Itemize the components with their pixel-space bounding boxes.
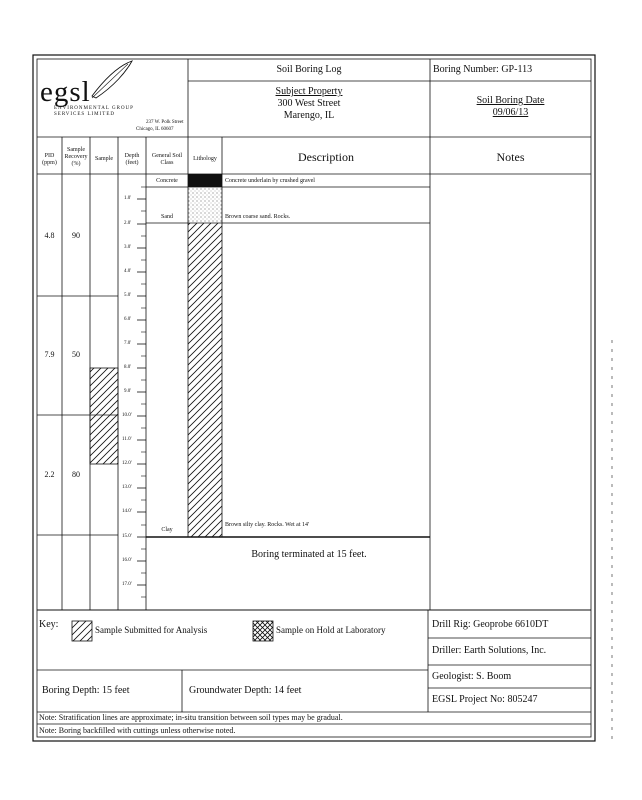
stratum-description: Brown silty clay. Rocks. Wet at 14' [225,522,310,528]
recovery-value: 80 [72,470,80,479]
depth-tick-label: 14.0' [122,509,132,514]
pid-value: 2.2 [44,470,55,479]
col-header-sample: Sample [95,156,113,162]
soil-class-label: Sand [161,214,173,220]
soil-class-label: Clay [161,527,173,533]
depth-tick-label: 4.0' [124,269,132,274]
depth-tick-label: 11.0' [122,437,132,442]
property-street: 300 West Street [277,98,341,109]
note-stratification: Note: Stratification lines are approximate; in-situ transition between soil types may be gradual. [39,713,343,722]
drill-rig: Drill Rig: Geoprobe 6610DT [432,619,549,630]
company-logo: egsl [40,76,91,108]
groundwater-depth: Groundwater Depth: 14 feet [189,685,302,696]
log-title: Soil Boring Log [276,64,342,75]
depth-tick-label: 8.0' [124,365,132,370]
stratum-description: Brown coarse sand. Rocks. [225,214,291,220]
company-address-2: Chicago, IL 60607 [136,127,174,132]
company-tagline-1: ENVIRONMENTAL GROUP [54,106,134,111]
project-number: EGSL Project No: 805247 [432,694,538,705]
depth-tick-label: 12.0' [122,461,132,466]
depth-tick-label: 1.0' [124,196,132,201]
property-label: Subject Property [275,86,343,97]
depth-tick-label: 7.0' [124,341,132,346]
stratum-description: Concrete underlain by crushed gravel [225,178,315,184]
company-address-1: 237 W. Polk Street [146,120,184,125]
geologist: Geologist: S. Boom [432,671,512,682]
depth-tick-label: 6.0' [124,317,132,322]
depth-tick-label: 3.0' [124,245,132,250]
note-backfill: Note: Boring backfilled with cuttings unless otherwise noted. [39,726,236,735]
key-analysis-label: Sample Submitted for Analysis [95,625,208,635]
boring-date-value: 09/06/13 [492,107,529,118]
col-header-description: Description [298,150,354,164]
pid-value: 7.9 [44,350,55,359]
depth-tick-label: 10.0' [122,413,132,418]
col-header-recovery: Sample Recovery (%) [64,147,88,167]
depth-tick-label: 17.0' [122,582,132,587]
depth-tick-label: 2.0' [124,221,132,226]
col-header-soil-class: General Soil Class [151,153,183,166]
pid-value: 4.8 [44,231,55,240]
recovery-value: 50 [72,350,80,359]
col-header-notes: Notes [496,150,525,164]
recovery-value: 90 [72,231,80,240]
col-header-lithology: Lithology [193,156,217,162]
col-header-pid: PID (ppm) [42,153,57,166]
depth-tick-label: 16.0' [122,558,132,563]
company-tagline-2: SERVICES LIMITED [54,112,116,117]
col-header-depth: Depth (feet) [124,153,140,166]
depth-tick-label: 9.0' [124,389,132,394]
key-hold-label: Sample on Hold at Laboratory [276,625,386,635]
depth-tick-label: 15.0' [122,534,132,539]
boring-depth: Boring Depth: 15 feet [42,685,130,696]
boring-number: Boring Number: GP-113 [433,64,533,75]
soil-class-label: Concrete [156,178,178,184]
boring-date-label: Soil Boring Date [476,95,545,106]
depth-tick-label: 13.0' [122,485,132,490]
termination-note: Boring terminated at 15 feet. [251,549,367,560]
key-label: Key: [39,619,59,630]
driller: Driller: Earth Solutions, Inc. [432,645,547,656]
depth-tick-label: 5.0' [124,293,132,298]
property-city: Marengo, IL [283,110,335,121]
